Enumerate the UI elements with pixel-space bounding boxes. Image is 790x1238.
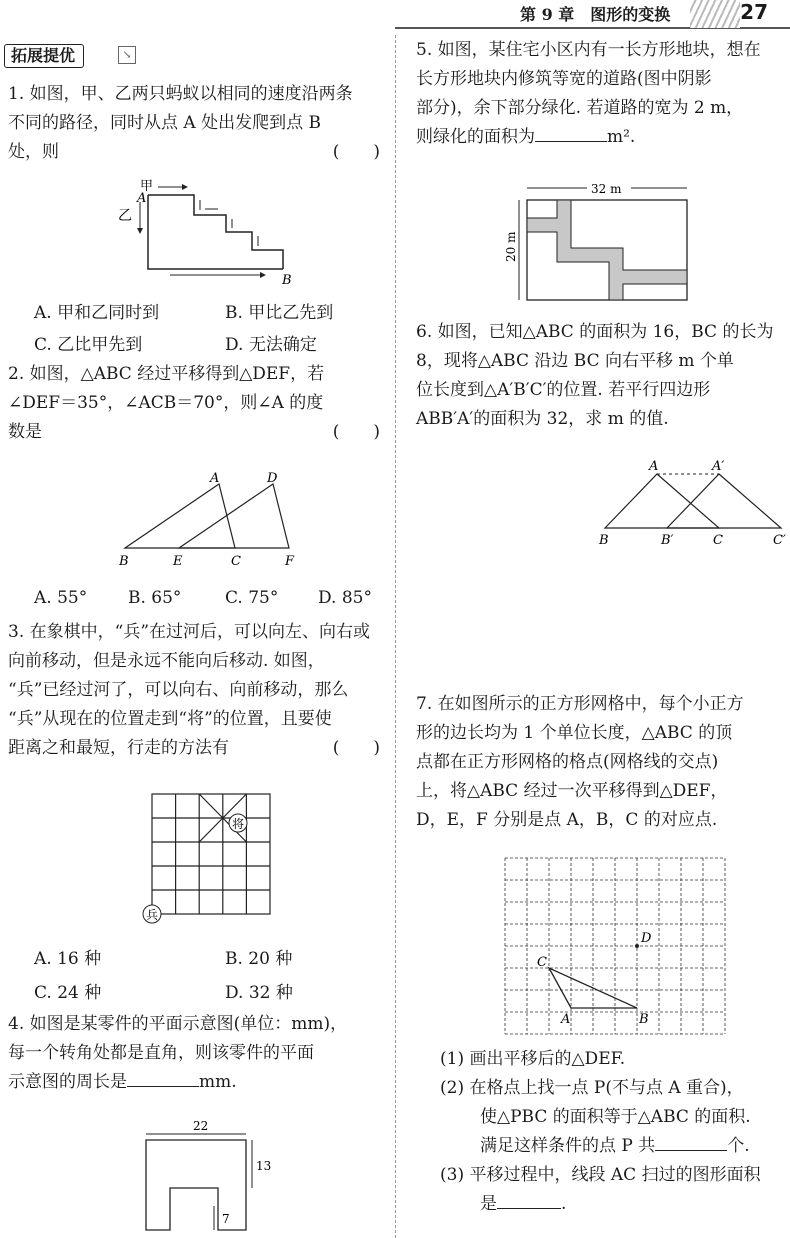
q6-label-b: B (599, 533, 609, 548)
q1-arrowhead (137, 228, 143, 234)
q1-line: 不同的路径，同时从点 A 处出发爬到点 B (8, 113, 321, 133)
page-header (0, 0, 790, 30)
q1-staircase-path (148, 195, 283, 269)
q7-sub3-answer-blank[interactable] (497, 1190, 561, 1209)
q2-figure (115, 470, 305, 570)
column-divider (395, 35, 396, 1238)
q7-sub2-answer-blank[interactable] (655, 1132, 727, 1151)
q7-label-a: A (561, 1012, 571, 1027)
q4-part-outline (146, 1140, 246, 1230)
q1-figure (110, 180, 300, 290)
q6-line: 6. 如图，已知△ABC 的面积为 16，BC 的长为 (416, 322, 774, 342)
q6-label-a-prime: A′ (712, 459, 725, 474)
question-5 (416, 36, 788, 152)
q6-label-c: C (713, 533, 723, 548)
q1-label-a: A (137, 191, 147, 206)
q7-line: 点都在正方形网格的格点(网格线的交点) (416, 752, 719, 772)
q3-line: 向前移动，但是永远不能向后移动. 如图， (8, 651, 325, 671)
q7-line: 上，将△ABC 经过一次平移得到△DEF， (416, 781, 728, 801)
q7-sub3-line-end: . (561, 1194, 567, 1214)
q2-line: 数是 (8, 422, 42, 442)
q4-label-top: 22 (193, 1119, 209, 1133)
q3-line: 距离之和最短，行走的方法有 (8, 738, 229, 758)
q5-line: 5. 如图，某住宅小区内有一长方形地块，想在 (416, 40, 761, 60)
q7-sub2-line: (2) 在格点上找一点 P(不与点 A 重合)， (440, 1078, 744, 1098)
q3-option-c: C. 24 种 (34, 983, 102, 1003)
q4-line-unit: mm. (199, 1072, 237, 1092)
q7-line: 形的边长均为 1 个单位长度，△ABC 的顶 (416, 723, 733, 743)
q3-grid (152, 794, 270, 914)
chapter-title: 第 9 章 图形的变换 (520, 5, 671, 24)
q4-line: 示意图的周长是 (8, 1072, 127, 1092)
q3-option-b: B. 20 种 (225, 949, 293, 969)
q2-option-c: C. 75° (225, 588, 279, 608)
q3-answer-paren: ( ) (332, 738, 380, 758)
q3-chess-board (140, 790, 280, 930)
q7-sub2-line: 满足这样条件的点 P 共 (480, 1136, 656, 1156)
section-title: 拓展提优 (4, 44, 84, 68)
q2-label-d: D (267, 471, 278, 486)
q3-line: “兵”已经过河了，可以向右、向前移动，那么 (8, 680, 349, 700)
q1-arrowhead (182, 184, 188, 190)
q2-triangle-abc (125, 484, 235, 548)
question-7 (416, 690, 788, 835)
q1-option-b: B. 甲比乙先到 (225, 303, 334, 323)
q6-line: ABB′A′的面积为 32，求 m 的值. (416, 409, 669, 429)
q1-label-jia: 甲 (140, 179, 154, 194)
q1-option-a: A. 甲和乙同时到 (34, 303, 160, 323)
q4-line: 4. 如图是某零件的平面示意图(单位：mm)， (8, 1014, 348, 1034)
q3-line: 3. 在象棋中，“兵”在过河后，可以向左、向右或 (8, 622, 371, 642)
q6-label-b-prime: B′ (661, 533, 674, 548)
question-3 (8, 618, 380, 763)
q3-label-bing: 兵 (145, 908, 159, 922)
q4-part-outline-ghost (146, 1140, 246, 1230)
q1-answer-paren: ( ) (332, 142, 380, 162)
q6-figure (595, 456, 790, 548)
q7-grid-figure (505, 858, 735, 1038)
q4-label-small: 7 (222, 1212, 230, 1226)
q4-line: 每一个转角处都是直角，则该零件的平面 (8, 1043, 314, 1063)
q6-line: 位长度到△A′B′C′的位置. 若平行四边形 (416, 380, 711, 400)
q3-line: “兵”从现在的位置走到“将”的位置，且要使 (8, 709, 332, 729)
q7-line: 7. 在如图所示的正方形网格中，每个小正方 (416, 694, 744, 714)
q1-option-d: D. 无法确定 (225, 335, 317, 355)
q7-sub3-line: (3) 平移过程中，线段 AC 扫过的图形面积 (440, 1165, 761, 1185)
q6-label-a: A (649, 459, 659, 474)
q6-triangle-abc (605, 474, 719, 528)
question-1 (8, 80, 380, 167)
q7-label-b: B (639, 1012, 649, 1027)
q1-label-yi: 乙 (118, 208, 132, 224)
q3-label-jiang: 将 (231, 817, 245, 831)
header-stripes (690, 0, 740, 28)
q5-line-unit: m². (607, 127, 636, 147)
q5-answer-blank[interactable] (535, 123, 607, 142)
q2-line: ∠DEF＝35°，∠ACB＝70°，则∠A 的度 (8, 393, 324, 413)
question-6 (416, 318, 788, 434)
q2-label-f: F (285, 554, 295, 569)
q5-label-width: 32 m (591, 182, 622, 196)
q1-option-c: C. 乙比甲先到 (34, 335, 143, 355)
q7-sub1: (1) 画出平移后的△DEF. (440, 1049, 626, 1069)
q7-subquestions (440, 1045, 790, 1219)
q5-label-height: 20 m (504, 231, 518, 262)
q2-option-d: D. 85° (318, 588, 372, 608)
q7-point-d (635, 944, 639, 948)
q7-label-d: D (641, 931, 652, 946)
q7-line: D，E，F 分别是点 A，B，C 的对应点. (416, 810, 718, 830)
q2-label-a: A (210, 471, 220, 486)
page-number: 27 (740, 0, 768, 24)
q1-label-b: B (282, 273, 292, 288)
q4-answer-blank[interactable] (127, 1068, 199, 1087)
q6-label-c-prime: C′ (773, 533, 786, 548)
q5-line: 部分)，余下部分绿化. 若道路的宽为 2 m， (416, 98, 744, 118)
q7-sub3-line: 是 (480, 1194, 497, 1214)
q3-option-d: D. 32 种 (225, 983, 293, 1003)
q2-label-e: E (173, 554, 183, 569)
q7-label-c: C (537, 955, 547, 970)
q2-label-c: C (231, 554, 241, 569)
q2-line: 2. 如图，△ABC 经过平移得到△DEF，若 (8, 364, 325, 384)
q4-label-right: 13 (256, 1159, 272, 1173)
q2-option-a: A. 55° (34, 588, 88, 608)
q5-line: 长方形地块内修筑等宽的道路(图中阴影 (416, 69, 712, 89)
q7-sub2-line-end: 个. (727, 1136, 750, 1156)
q7-sub2-line: 使△PBC 的面积等于△ABC 的面积. (480, 1107, 751, 1127)
q2-triangle-def (179, 484, 289, 548)
q5-line: 则绿化的面积为 (416, 127, 535, 147)
q2-label-b: B (119, 554, 129, 569)
section-arrow-icon: ↘ (118, 46, 136, 64)
q3-option-a: A. 16 种 (34, 949, 102, 969)
q5-figure (505, 180, 695, 305)
q1-line: 1. 如图，甲、乙两只蚂蚁以相同的速度沿两条 (8, 84, 353, 104)
q1-line: 处，则 (8, 142, 59, 162)
q2-answer-paren: ( ) (332, 422, 380, 442)
q6-triangle-a2b2c2 (667, 474, 781, 528)
q1-corner-path (148, 195, 283, 269)
q4-figure (130, 1118, 290, 1233)
q1-arrowhead (260, 272, 266, 278)
q6-line: 8，现将△ABC 沿边 BC 向右平移 m 个单 (416, 351, 734, 371)
question-2 (8, 360, 380, 447)
question-4 (8, 1010, 388, 1097)
q2-option-b: B. 65° (128, 588, 182, 608)
